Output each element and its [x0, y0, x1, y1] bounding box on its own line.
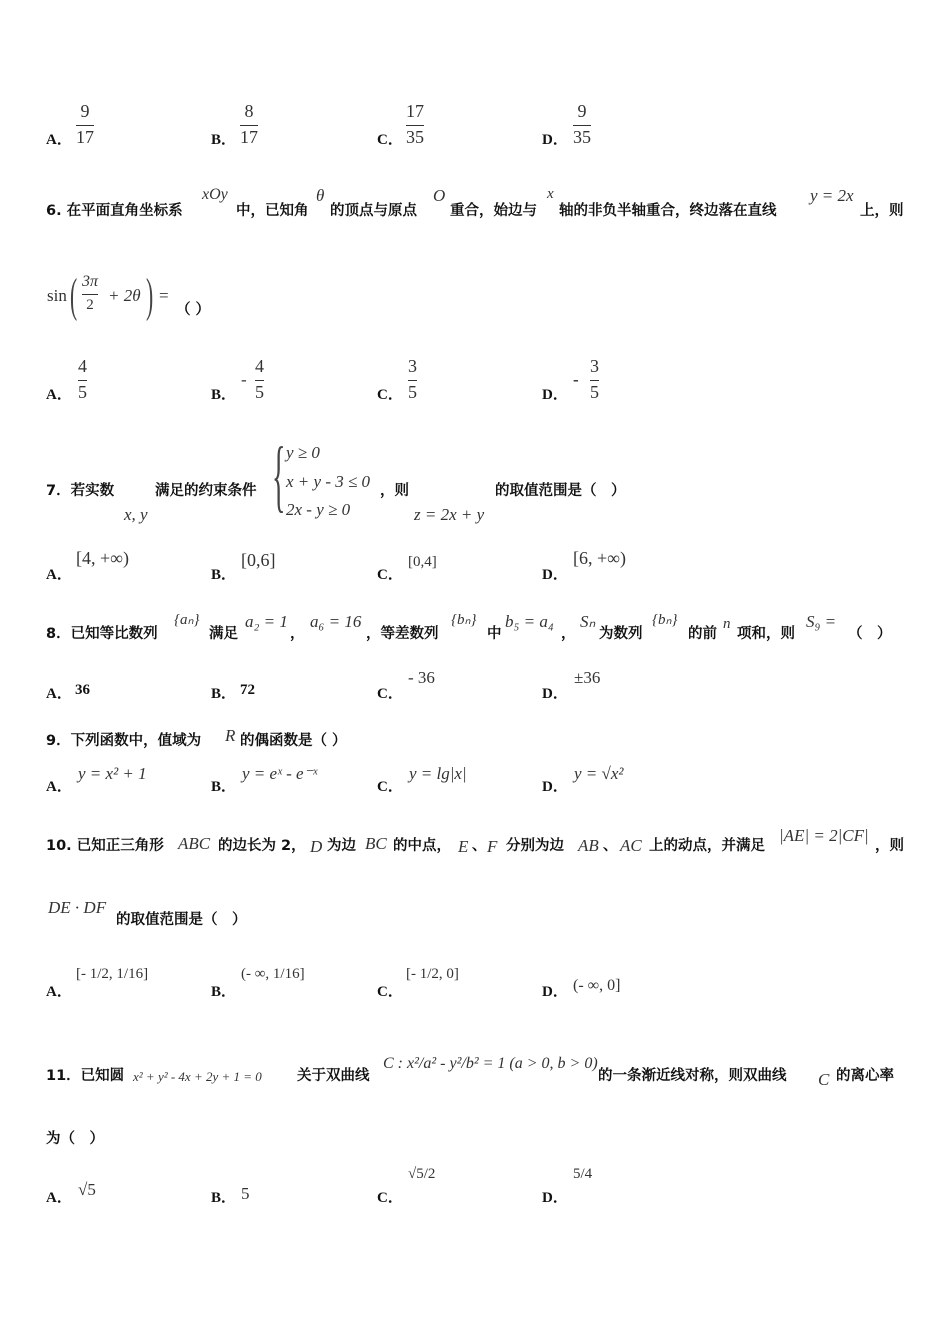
q9-option-d-value: y = √x² — [574, 764, 624, 783]
q10-text-8: 的取值范围是（ ） — [116, 912, 247, 928]
q8-text-6: 的前 — [688, 626, 717, 642]
q7-constraint-1: y ≥ 0 — [286, 443, 320, 462]
q7-constraint-2: x + y - 3 ≤ 0 — [286, 472, 371, 491]
q9-option-a-value: y = x² + 1 — [78, 764, 147, 783]
q10-text-7: ，则 — [875, 838, 904, 854]
q6-theta: θ — [316, 186, 325, 205]
q6-text-5: 轴的非负半轴重合，终边落在直线 — [559, 203, 777, 219]
q11-option-d-value: 5/4 — [573, 1166, 593, 1182]
q9-text-1: 9．下列函数中，值域为 — [46, 733, 202, 749]
q11-text-2: 关于双曲线 — [297, 1068, 370, 1084]
q9-option-c-label[interactable]: C． — [377, 779, 403, 795]
q10-option-c-label[interactable]: C． — [377, 984, 403, 1000]
q6-option-b-label[interactable]: B． — [211, 387, 237, 403]
q7-option-b-value: [0,6] — [241, 550, 276, 570]
q5-option-b-value: 8 17 — [240, 101, 258, 147]
q10-ac: AC — [620, 836, 642, 855]
q10-text-5: 分别为边 — [506, 838, 564, 854]
q10-option-a-label[interactable]: A． — [46, 984, 72, 1000]
q6-text-6: 上，则 — [860, 203, 904, 219]
q8-option-a-label[interactable]: A． — [46, 686, 72, 702]
q8-text-1: 8．已知等比数列 — [46, 626, 158, 642]
q10-f: F — [487, 837, 498, 856]
q8-n: n — [723, 616, 731, 632]
q8-comma-1: ， — [290, 626, 305, 642]
q11-text-4: 的离心率 — [836, 1068, 894, 1084]
q8-answer-paren: （ ） — [848, 626, 892, 642]
q5-option-d-label[interactable]: D． — [542, 132, 568, 148]
q7-option-a-value: [4, +∞) — [76, 548, 129, 568]
q6-left-paren: ( — [70, 269, 78, 322]
q7-text-4: 的取值范围是（ ） — [495, 483, 626, 499]
q8-b5: b₅ = a₄ — [505, 612, 554, 631]
q10-sep-2: 、 — [603, 838, 618, 854]
q8-text-4: 中 — [487, 626, 502, 642]
q11-option-b-label[interactable]: B． — [211, 1190, 237, 1206]
q9-option-c-value: y = lg|x| — [409, 764, 467, 783]
q10-ab: AB — [578, 836, 599, 855]
q8-option-c-label[interactable]: C． — [377, 686, 403, 702]
q5-option-c-value: 17 35 — [406, 101, 424, 147]
q6-text-1: 6. 在平面直角坐标系 — [46, 203, 183, 219]
q10-text-3: 为边 — [327, 838, 356, 854]
q7-brace: { — [272, 432, 286, 520]
q6-answer-paren: （ ） — [176, 302, 211, 318]
q7-option-a-label[interactable]: A． — [46, 567, 72, 583]
q6-option-a-label[interactable]: A． — [46, 387, 72, 403]
q10-option-b-label[interactable]: B． — [211, 984, 237, 1000]
q7-text-2: 满足的约束条件 — [155, 483, 257, 499]
q7-constraint-3: 2x - y ≥ 0 — [286, 500, 351, 519]
q11-option-b-value: 5 — [241, 1184, 250, 1203]
q8-a2: a₂ = 1 — [245, 612, 288, 631]
q8-bn-2: {bₙ} — [652, 612, 678, 628]
q7-option-c-value: [0,4] — [408, 554, 437, 570]
q11-circle: x² + y² - 4x + 2y + 1 = 0 — [133, 1069, 262, 1084]
q9-r: R — [225, 726, 236, 745]
q10-option-b-value: (- ∞, 1/16] — [241, 966, 305, 982]
q6-line: y = 2x — [810, 186, 854, 205]
q10-option-d-label[interactable]: D． — [542, 984, 568, 1000]
q6-option-c-value: 3 5 — [408, 356, 417, 402]
q10-option-a-value: [- 1/2, 1/16] — [76, 966, 149, 982]
q8-option-d-value: ±36 — [574, 668, 601, 687]
q6-option-d-value: 3 5 — [590, 356, 599, 402]
q5-option-c-label[interactable]: C． — [377, 132, 403, 148]
q7-option-d-label[interactable]: D． — [542, 567, 568, 583]
q8-text-2: 满足 — [209, 626, 238, 642]
q6-right-paren: ) — [146, 269, 154, 322]
q11-option-a-label[interactable]: A． — [46, 1190, 72, 1206]
q6-option-a-value: 4 5 — [78, 356, 87, 402]
q8-bn: {bₙ} — [451, 612, 477, 628]
q7-option-c-label[interactable]: C． — [377, 567, 403, 583]
q6-origin: O — [433, 186, 446, 205]
q7-text-1: 7．若实数 — [46, 483, 115, 499]
q10-condition: |AE| = 2|CF| — [779, 826, 869, 845]
q11-text-3: 的一条渐近线对称，则双曲线 — [598, 1068, 787, 1084]
q6-text-3: 的顶点与原点 — [330, 203, 417, 219]
q11-hyperbola: C : x²/a² - y²/b² = 1 (a > 0, b > 0) — [383, 1055, 598, 1072]
q9-option-b-label[interactable]: B． — [211, 779, 237, 795]
q5-option-d-value: 9 35 — [573, 101, 591, 147]
q8-text-7: 项和，则 — [737, 626, 795, 642]
q7-option-d-value: [6, +∞) — [573, 548, 626, 568]
q11-option-c-label[interactable]: C． — [377, 1190, 403, 1206]
q6-expr-eq: = — [159, 286, 169, 305]
q6-expr-sin: sin — [47, 286, 67, 305]
q9-option-d-label[interactable]: D． — [542, 779, 568, 795]
q8-option-d-label[interactable]: D． — [542, 686, 568, 702]
q6-option-c-label[interactable]: C． — [377, 387, 403, 403]
q6-xoy: xOy — [202, 186, 228, 203]
q11-option-d-label[interactable]: D． — [542, 1190, 568, 1206]
q6-option-d-sign: - — [573, 370, 579, 389]
q8-option-b-value: 72 — [240, 682, 255, 698]
q7-option-b-label[interactable]: B． — [211, 567, 237, 583]
q7-objective: z = 2x + y — [414, 505, 485, 524]
q6-option-b-value: 4 5 — [255, 356, 264, 402]
q9-text-2: 的偶函数是（ ） — [240, 733, 347, 749]
q8-option-a-value: 36 — [75, 682, 90, 698]
q6-option-d-label[interactable]: D． — [542, 387, 568, 403]
q10-text-2: 的边长为 2， — [218, 838, 306, 854]
q10-text-6: 上的动点，并满足 — [649, 838, 765, 854]
q11-text-1: 11．已知圆 — [46, 1068, 125, 1084]
q5-option-b-label[interactable]: B． — [211, 132, 237, 148]
q8-option-b-label[interactable]: B． — [211, 686, 237, 702]
q8-comma-2: ， — [561, 626, 576, 642]
q6-x: x — [547, 186, 554, 202]
q10-text-1: 10. 已知正三角形 — [46, 838, 164, 854]
q9-option-b-value: y = eˣ - e⁻ˣ — [242, 764, 318, 783]
q10-d: D — [310, 837, 323, 856]
q5-option-a-label[interactable]: A． — [46, 132, 72, 148]
q10-dot-product: DE · DF — [48, 898, 107, 917]
q7-text-3: ，则 — [380, 483, 409, 499]
q10-text-4: 的中点， — [393, 838, 451, 854]
q10-option-d-value: (- ∞, 0] — [573, 977, 621, 994]
q6-option-b-sign: - — [241, 370, 247, 389]
q10-bc: BC — [365, 834, 387, 853]
q8-option-c-value: - 36 — [408, 668, 435, 687]
q10-sep-1: 、 — [472, 838, 487, 854]
q6-text-2: 中，已知角 — [236, 203, 309, 219]
q5-option-a-value: 9 17 — [76, 101, 94, 147]
q8-an: {aₙ} — [174, 612, 200, 628]
q6-text-4: 重合，始边与 — [450, 203, 537, 219]
q6-expr-tail: + 2θ — [108, 286, 141, 305]
q7-vars: x, y — [124, 505, 148, 524]
q11-option-c-value: √5/2 — [408, 1166, 436, 1182]
q6-expr-frac: 3π 2 — [82, 273, 99, 313]
q11-option-a-value: √5 — [78, 1180, 96, 1199]
q10-abc: ABC — [178, 834, 211, 853]
q8-sn: Sₙ — [580, 612, 596, 631]
q8-s9: S₉ = — [806, 612, 837, 631]
q11-text-5: 为（ ） — [46, 1131, 104, 1147]
q10-option-c-value: [- 1/2, 0] — [406, 966, 459, 982]
q8-a6: a₆ = 16 — [310, 612, 362, 631]
q10-e: E — [458, 837, 469, 856]
q9-option-a-label[interactable]: A． — [46, 779, 72, 795]
q8-text-5: 为数列 — [599, 626, 643, 642]
q11-c: C — [818, 1070, 830, 1089]
q8-text-3: ，等差数列 — [366, 626, 439, 642]
